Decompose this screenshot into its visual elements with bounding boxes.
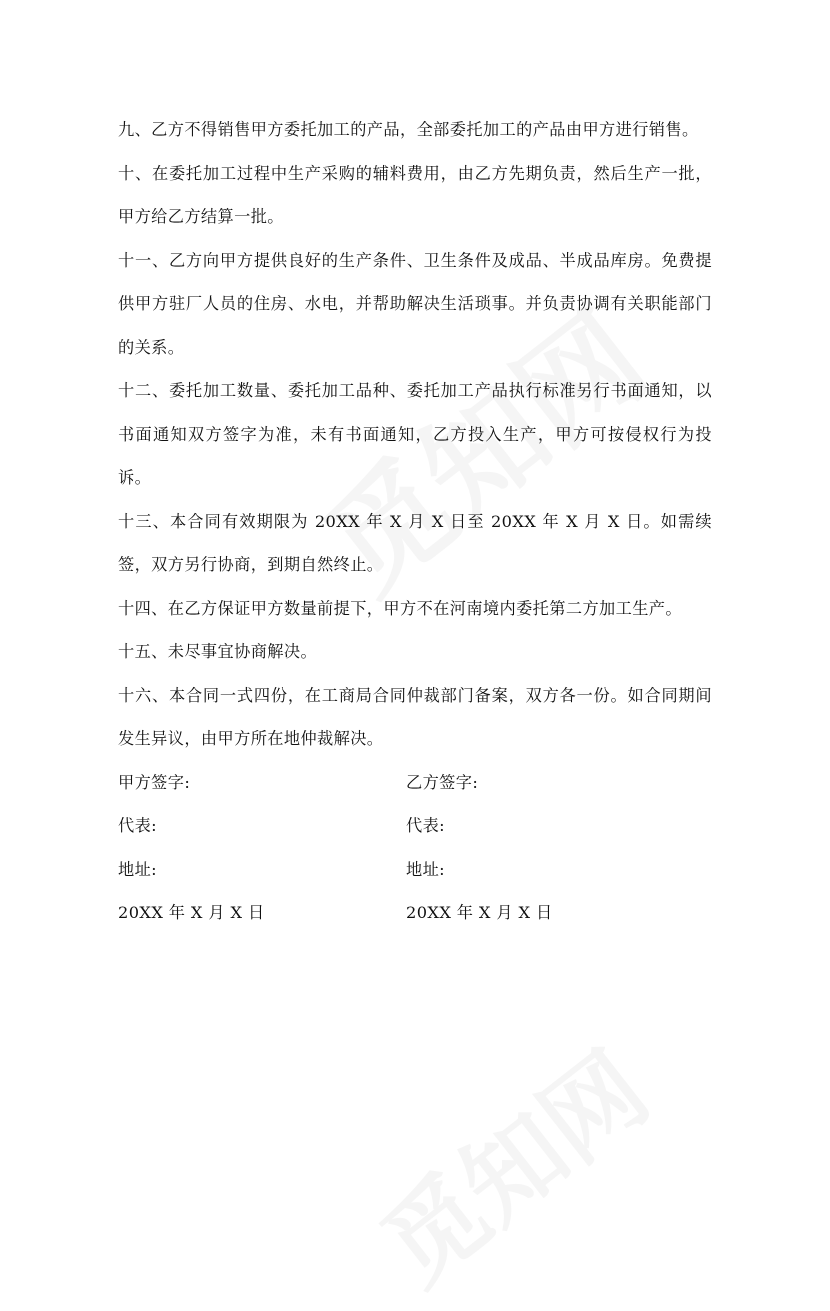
party-b-date: 20XX 年 X 月 X 日 bbox=[406, 903, 553, 922]
party-b-signature-label: 乙方签字: bbox=[406, 772, 479, 792]
party-b-representative-label: 代表: bbox=[406, 816, 446, 835]
clause-9: 九、乙方不得销售甲方委托加工的产品，全部委托加工的产品由甲方进行销售。 bbox=[118, 120, 699, 139]
clause-14: 十四、在乙方保证甲方数量前提下，甲方不在河南境内委托第二方加工生产。 bbox=[118, 598, 682, 618]
signature-block bbox=[118, 761, 712, 935]
watermark-logo bbox=[347, 1013, 672, 1311]
clause-15: 十五、未尽事宜协商解决。 bbox=[118, 642, 318, 661]
clause-13: 十三、本合同有效期限为 20XX 年 X 月 X 日至 20XX 年 X 月 X 日。如需续签，双方另行协商，到期自然终止。 bbox=[118, 511, 712, 574]
signature-row-sign bbox=[118, 761, 712, 805]
party-a-address-label: 地址: bbox=[118, 859, 158, 879]
contract-body bbox=[118, 108, 712, 935]
party-a-representative-label: 代表: bbox=[118, 816, 158, 835]
clause-10: 十、在委托加工过程中生产采购的辅料费用，由乙方先期负责，然后生产一批，甲方给乙方结算一批。 bbox=[118, 163, 712, 226]
signature-row-representative bbox=[118, 804, 712, 848]
party-b-address-label: 地址: bbox=[406, 859, 446, 879]
signature-row-date bbox=[118, 891, 712, 935]
party-a-signature-label: 甲方签字: bbox=[118, 772, 191, 792]
clause-12: 十二、委托加工数量、委托加工品种、委托加工产品执行标准另行书面通知，以书面通知双方签字为准，未有书面通知，乙方投入生产，甲方可按侵权行为投诉。 bbox=[118, 381, 712, 487]
clause-11: 十一、乙方向甲方提供良好的生产条件、卫生条件及成品、半成品库房。免费提供甲方驻厂人员的住房、水电，并帮助解决生活琐事。并负责协调有关职能部门的关系。 bbox=[118, 250, 712, 357]
party-a-date: 20XX 年 X 月 X 日 bbox=[118, 903, 265, 922]
signature-row-address bbox=[118, 848, 712, 892]
clause-16: 十六、本合同一式四份，在工商局合同仲裁部门备案，双方各一份。如合同期间发生异议，由甲方所在地仲裁解决。 bbox=[118, 685, 712, 748]
